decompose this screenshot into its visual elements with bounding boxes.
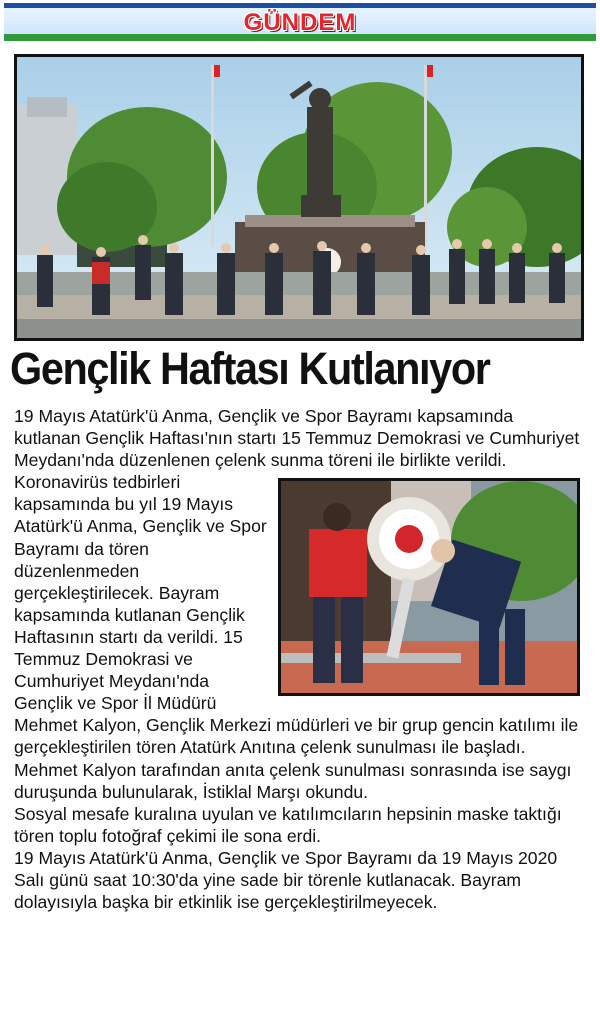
article-headline: Gençlik Haftası Kutlanıyor <box>10 343 490 394</box>
article-body <box>14 405 580 913</box>
paragraph-3: Sosyal mesafe kuralına uyulan ve katılımcıların hepsinin maske taktığı tören toplu fotoğraf çekimi ile sona erdi. <box>14 803 562 846</box>
group-photo <box>14 54 584 341</box>
paragraph-4: 19 Mayıs Atatürk'ü Anma, Gençlik ve Spor Bayramı da 19 Mayıs 2020 Salı günü saat 10:30'da yine sade bir törenle kutlanacak. Bayram dolayısıyla başka bir etkinlik ise gerçekleştirilmeyecek. <box>14 847 558 913</box>
paragraph-2: Koronavirüs tedbirleri kapsamında bu yıl 19 Mayıs Atatürk'ü Anma, Gençlik ve Spor Bayramı da tören düzenlenmeden gerçekleştirilecek. Bayram kapsamında kutlanan Gençlik Haftasının startı da verildi. 15 Temmuz Demokrasi ve Cumhuriyet Meydanı'nda Gençlik ve Spor İl Müdürü Mehmet Kalyon, Gençlik Merkezi müdürleri ve bir grup gencin katılımı ile gerçekleştirilen tören Atatürk Anıtına çelenk sunulması ile başladı. Mehmet Kalyon tarafından anıta çelenk sunulması sonrasında ise saygı duruşunda bulunularak, İstiklal Marşı okundu. <box>14 472 579 802</box>
section-header <box>0 0 600 44</box>
wreath-photo <box>278 478 580 696</box>
paragraph-1: 19 Mayıs Atatürk'ü Anma, Gençlik ve Spor Bayramı kapsamında kutlanan Gençlik Haftası'nın startı 15 Temmuz Demokrasi ve Cumhuriyet Meydanı'nda düzenlenen çelenk sunma töreni ile birlikte verildi. <box>14 406 580 471</box>
section-title: GÜNDEM <box>243 9 357 36</box>
